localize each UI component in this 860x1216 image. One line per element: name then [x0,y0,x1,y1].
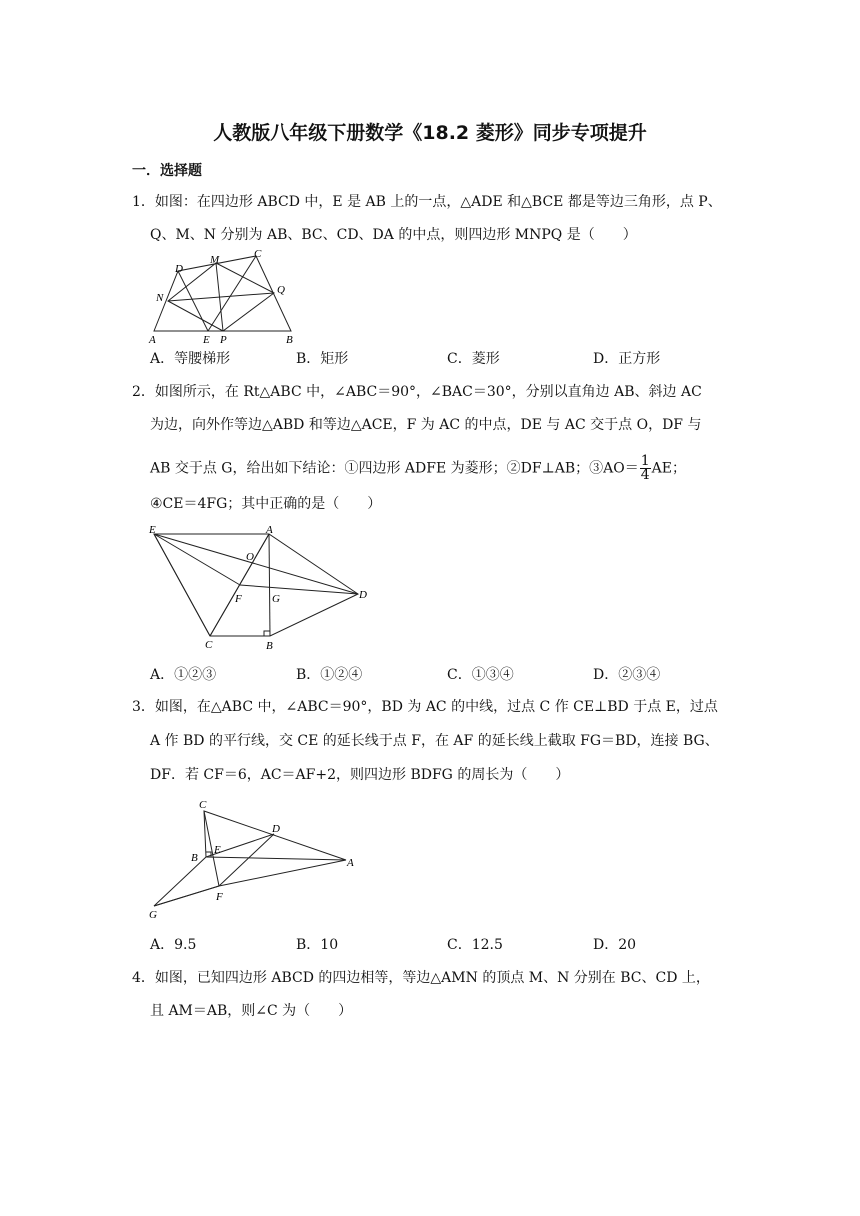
q1-label-e: E [203,334,210,346]
q2-line-4: ④CE＝4FG；其中正确的是（ ） [150,496,382,512]
q2-label-f: F [235,593,242,605]
q3-label-g: G [149,909,157,921]
q2-label-g: G [272,593,280,605]
q3-option-b[interactable]: B．10 [296,937,339,953]
q1-line-2: Q、M、N 分别为 AB、BC、CD、DA 的中点，则四边形 MNPQ 是（ ） [150,227,637,243]
q2-label-o: O [246,551,254,563]
q2-label-a: A [266,524,273,536]
q1-option-d[interactable]: D．正方形 [593,351,661,367]
q3-label-e: E [214,844,221,856]
q1-label-d: D [175,263,183,275]
q3-label-d: D [272,823,280,835]
q2-fraction: $\frac{1}{4}$ [640,453,650,483]
q1-figure [146,246,306,346]
q3-line-3: DF．若 CF＝6，AC＝AF+2，则四边形 BDFG 的周长为（ ） [150,767,570,783]
q1-label-m: M [210,254,220,266]
q2-option-d[interactable]: D．②③④ [593,667,661,683]
q3-figure [146,796,360,922]
q1-label-a: A [149,334,156,346]
section-heading: 一．选择题 [132,163,202,179]
q4-line-2: 且 AM＝AB，则∠C 为（ ） [150,1003,353,1019]
q1-label-b: B [286,334,293,346]
q3-options [150,934,750,954]
q1-option-c[interactable]: C．菱形 [447,351,500,367]
q3-label-f: F [216,891,223,903]
q3-option-d[interactable]: D．20 [593,937,637,953]
q2-line-3 [150,455,686,482]
q1-options [150,348,750,368]
q3-option-a[interactable]: A．9.5 [150,937,197,953]
q3-label-b: B [191,852,198,864]
q1-option-b[interactable]: B．矩形 [296,351,349,367]
q3-line-1: 3．如图，在△ABC 中，∠ABC＝90°，BD 为 AC 的中线，过点 C 作 CE⊥BD 于点 E，过点 [132,699,718,715]
q1-label-p: P [220,334,227,346]
q1-option-a[interactable]: A．等腰梯形 [150,351,231,367]
q2-options [150,664,750,684]
q2-option-c[interactable]: C．①③④ [447,667,514,683]
q2-figure [146,522,376,654]
q1-line-1: 1．如图：在四边形 ABCD 中，E 是 AB 上的一点，△ADE 和△BCE 都是等边三角形，点 P、 [132,194,722,210]
q1-label-c: C [254,248,262,260]
q1-label-q: Q [277,284,285,296]
q2-option-a[interactable]: A．①②③ [150,667,217,683]
q3-line-2: A 作 BD 的平行线，交 CE 的延长线于点 F，在 AF 的延长线上截取 FG＝BD，连接 BG、 [150,733,719,749]
q2-label-b: B [266,640,273,652]
q1-label-n: N [156,292,164,304]
page-title: 人教版八年级下册数学《18.2 菱形》同步专项提升 [213,122,647,144]
q2-line-3-text: AB 交于点 G，给出如下结论：①四边形 ADFE 为菱形；②DF⊥AB；③AO＝ [150,460,639,477]
q2-label-c: C [205,639,213,651]
q2-line-2: 为边，向外作等边△ABD 和等边△ACE，F 为 AC 的中点，DE 与 AC 交于点 O，DF 与 [150,417,702,433]
q3-label-a: A [347,857,354,869]
q2-label-d: D [359,589,367,601]
q2-label-e: E [149,524,156,536]
q4-line-1: 4．如图，已知四边形 ABCD 的四边相等，等边△AMN 的顶点 M、N 分别在 BC、CD 上， [132,970,710,986]
q3-label-c: C [199,799,207,811]
q2-line-1: 2．如图所示，在 Rt△ABC 中，∠ABC＝90°，∠BAC＝30°，分别以直角边 AB、斜边 AC [132,384,702,400]
q3-option-c[interactable]: C．12.5 [447,937,503,953]
q2-option-b[interactable]: B．①②④ [296,667,363,683]
q2-line-3-tail: AE； [651,460,687,477]
